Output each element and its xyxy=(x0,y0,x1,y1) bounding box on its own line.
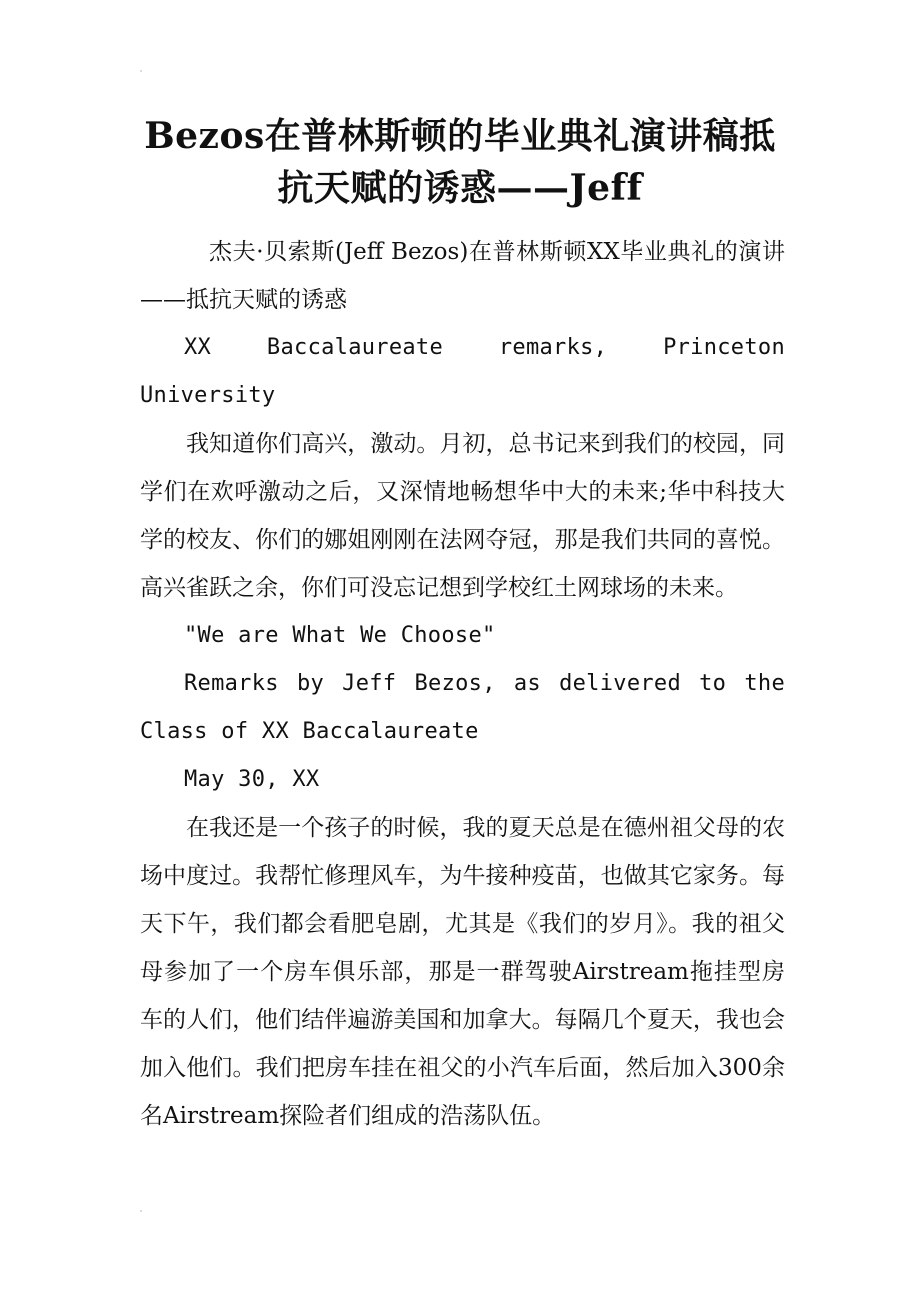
corner-mark-bottom xyxy=(140,1210,142,1212)
title-line-2: 抗天赋的诱惑——Jeff xyxy=(277,167,643,209)
remarks-heading: XX Baccalaureate remarks, Princeton University xyxy=(140,335,785,408)
document-title xyxy=(120,110,800,214)
corner-mark-top xyxy=(140,70,142,72)
opening-paragraph: 我知道你们高兴，激动。月初，总书记来到我们的校园，同学们在欢呼激动之后，又深情地畅想华中大的未来;华中科技大学的校友、你们的娜姐刚刚在法网夺冠，那是我们共同的喜悦。高兴雀跃之余，你们可没忘记想到学校红土网球场的未来。 xyxy=(140,431,785,601)
intro-paragraph: 杰夫·贝索斯(Jeff Bezos)在普林斯顿XX毕业典礼的演讲——抵抗天赋的诱惑 xyxy=(140,239,785,313)
delivery-note: Remarks by Jeff Bezos, as delivered to the Class of XX Baccalaureate xyxy=(140,671,785,744)
title-line-1: Bezos在普林斯顿的毕业典礼演讲稿抵 xyxy=(144,115,776,157)
speech-title: "We are What We Choose" xyxy=(184,623,496,648)
speech-date: May 30, XX xyxy=(184,767,320,792)
document-body xyxy=(140,228,785,1140)
story-paragraph: 在我还是一个孩子的时候，我的夏天总是在德州祖父母的农场中度过。我帮忙修理风车，为牛接种疫苗，也做其它家务。每天下午，我们都会看肥皂剧，尤其是《我们的岁月》。我的祖父母参加了一个房车俱乐部，那是一群驾驶Airstream拖挂型房车的人们，他们结伴遍游美国和加拿大。每隔几个夏天，我也会加入他们。我们把房车挂在祖父的小汽车后面，然后加入300余名Airstream探险者们组成的浩荡队伍。 xyxy=(140,815,785,1129)
